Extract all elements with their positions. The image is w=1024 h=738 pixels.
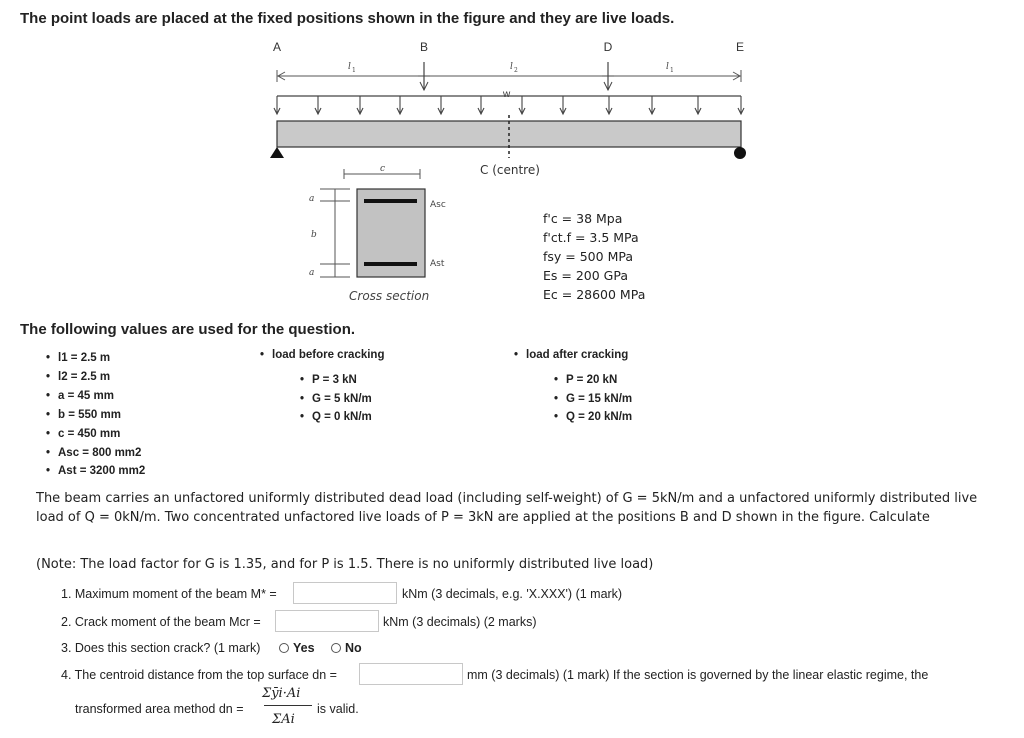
pin-support — [270, 147, 284, 158]
point-e-label: E — [735, 40, 745, 54]
value-asc: • Asc = 800 mm2 — [58, 447, 141, 459]
w-label: w — [503, 89, 511, 100]
cs-a-top-label: a — [309, 194, 315, 204]
value-a: • a = 45 mm — [58, 390, 114, 402]
cross-section — [309, 164, 446, 303]
span-label-2: l — [510, 62, 513, 72]
material-fsy: fsy = 500 MPa — [543, 249, 633, 264]
q3-no-radio[interactable] — [331, 643, 341, 653]
q1-answer-input[interactable] — [293, 582, 397, 604]
cs-asc-label: Asc — [430, 200, 446, 210]
point-load-b — [418, 62, 430, 90]
svg-text:2: 2 — [514, 67, 518, 74]
cs-a-bot-label: a — [309, 268, 315, 278]
values-heading: The following values are used for the question. — [20, 321, 356, 338]
q4-line2: transformed area method dn = — [75, 702, 244, 716]
cs-c-label: c — [380, 164, 386, 174]
material-fctf: f'ct.f = 3.5 MPa — [543, 230, 639, 245]
q1-label: 1. Maximum moment of the beam M* = — [61, 587, 277, 601]
before-g: • G = 5 kN/m — [312, 393, 372, 405]
before-q: • Q = 0 kN/m — [312, 411, 372, 423]
span-label-1: l — [348, 62, 351, 72]
formula-denominator: ΣAi — [272, 712, 295, 727]
note: (Note: The load factor for G is 1.35, and for P is 1.5. There is no uniformly distributed live load) — [36, 557, 654, 572]
before-cracking-title: • load before cracking — [272, 349, 384, 361]
q4-answer-input[interactable] — [359, 663, 463, 685]
q4-suffix: mm (3 decimals) (1 mark) If the section is governed by the linear elastic regime, the — [467, 668, 929, 682]
q3-yes-label[interactable]: Yes — [293, 641, 315, 655]
point-a-label: A — [272, 40, 282, 54]
material-es: Es = 200 GPa — [543, 268, 628, 283]
material-ec: Ec = 28600 MPa — [543, 287, 646, 302]
q2-answer-input[interactable] — [275, 610, 379, 632]
cross-section-label: Cross section — [349, 289, 430, 303]
value-l1: • l1 = 2.5 m — [58, 352, 110, 364]
svg-text:1: 1 — [670, 67, 674, 74]
material-fc: f'c = 38 Mpa — [543, 211, 623, 226]
q2-suffix: kNm (3 decimals) (2 marks) — [383, 615, 537, 629]
point-b-label: B — [419, 40, 429, 54]
value-ast: • Ast = 3200 mm2 — [58, 465, 145, 477]
point-d-label: D — [603, 40, 613, 54]
value-l2: • l2 = 2.5 m — [58, 371, 110, 383]
q3-no-label[interactable]: No — [345, 641, 362, 655]
value-c: • c = 450 mm — [58, 428, 120, 440]
cs-b-label: b — [311, 230, 317, 240]
problem-paragraph: The beam carries an unfactored uniformly distributed dead load (including self-weight) of G = 5kN/m and a unfactored uniformly distributed live load of Q = 0kN/m. Two concentrated unfactored live loads of P = 3kN are applied at the positions B and D shown in the figure. Calculate — [36, 491, 978, 525]
question-heading: The point loads are placed at the fixed positions shown in the figure and they are live loads. — [20, 10, 675, 27]
svg-text:1: 1 — [352, 67, 356, 74]
after-cracking-title: • load after cracking — [526, 349, 628, 361]
q4-valid: is valid. — [317, 702, 359, 716]
after-q: • Q = 20 kN/m — [566, 411, 632, 423]
beam-figure — [0, 30, 1024, 340]
centre-label: C (centre) — [480, 163, 540, 177]
roller-support — [734, 147, 746, 159]
formula-bar — [264, 705, 312, 706]
formula-numerator: Σȳi·Ai — [262, 686, 301, 701]
span-label-3: l — [666, 62, 669, 72]
after-g: • G = 15 kN/m — [566, 393, 632, 405]
after-p: • P = 20 kN — [566, 374, 617, 386]
before-p: • P = 3 kN — [312, 374, 357, 386]
q2-label: 2. Crack moment of the beam Mcr = — [61, 615, 261, 629]
q4-label: 4. The centroid distance from the top surface dn = — [61, 668, 337, 682]
point-load-d — [602, 62, 614, 90]
value-b: • b = 550 mm — [58, 409, 121, 421]
q1-suffix: kNm (3 decimals, e.g. 'X.XXX') (1 mark) — [402, 587, 623, 601]
q3-label: 3. Does this section crack? (1 mark) — [61, 641, 261, 655]
cs-ast-label: Ast — [430, 259, 445, 269]
q3-yes-radio[interactable] — [279, 643, 289, 653]
